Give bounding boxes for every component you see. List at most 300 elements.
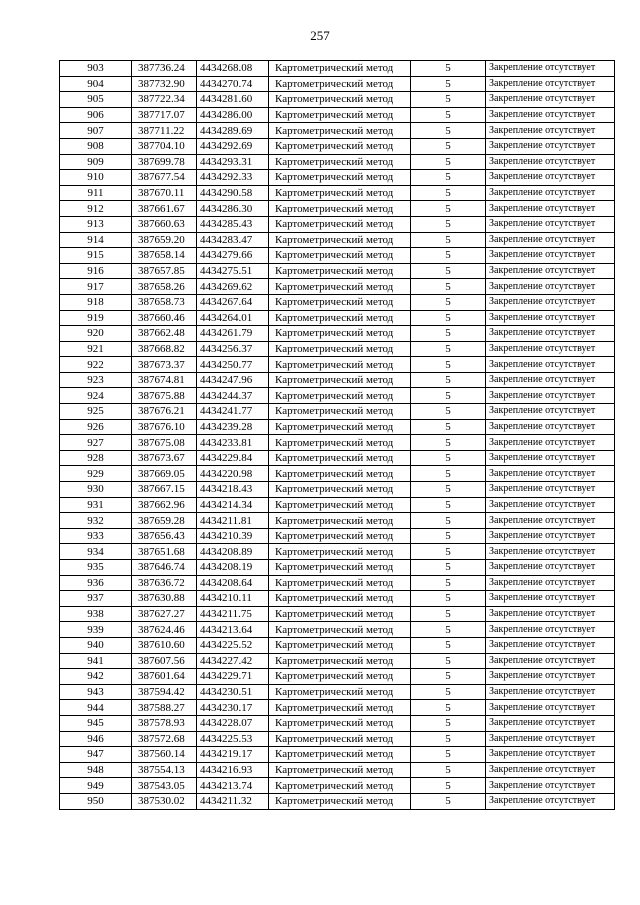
- accuracy-cell: 5: [411, 544, 486, 560]
- accuracy-cell: 5: [411, 170, 486, 186]
- y-coordinate-cell: 4434229.71: [197, 669, 269, 685]
- table-row: [60, 637, 615, 653]
- x-coordinate-cell: 387676.21: [132, 404, 197, 420]
- accuracy-cell: 5: [411, 669, 486, 685]
- y-coordinate-cell: 4434228.07: [197, 715, 269, 731]
- fixation-cell: Закрепление отсутствует: [486, 544, 615, 560]
- point-number-cell: 913: [60, 216, 132, 232]
- x-coordinate-cell: 387736.24: [132, 61, 197, 77]
- accuracy-cell: 5: [411, 560, 486, 576]
- x-coordinate-cell: 387659.20: [132, 232, 197, 248]
- x-coordinate-cell: 387543.05: [132, 778, 197, 794]
- point-number-cell: 917: [60, 279, 132, 295]
- method-cell: Картометрический метод: [269, 637, 411, 653]
- point-number-cell: 936: [60, 575, 132, 591]
- y-coordinate-cell: 4434225.52: [197, 637, 269, 653]
- point-number-cell: 938: [60, 606, 132, 622]
- point-number-cell: 921: [60, 341, 132, 357]
- y-coordinate-cell: 4434270.74: [197, 76, 269, 92]
- method-cell: Картометрический метод: [269, 170, 411, 186]
- x-coordinate-cell: 387676.10: [132, 419, 197, 435]
- fixation-cell: Закрепление отсутствует: [486, 513, 615, 529]
- method-cell: Картометрический метод: [269, 326, 411, 342]
- point-number-cell: 934: [60, 544, 132, 560]
- fixation-cell: Закрепление отсутствует: [486, 92, 615, 108]
- method-cell: Картометрический метод: [269, 154, 411, 170]
- x-coordinate-cell: 387661.67: [132, 201, 197, 217]
- x-coordinate-cell: 387646.74: [132, 560, 197, 576]
- table-row: [60, 248, 615, 264]
- accuracy-cell: 5: [411, 185, 486, 201]
- x-coordinate-cell: 387704.10: [132, 138, 197, 154]
- table-row: [60, 575, 615, 591]
- method-cell: Картометрический метод: [269, 216, 411, 232]
- fixation-cell: Закрепление отсутствует: [486, 450, 615, 466]
- page-number: 257: [310, 28, 330, 43]
- fixation-cell: Закрепление отсутствует: [486, 560, 615, 576]
- method-cell: Картометрический метод: [269, 372, 411, 388]
- x-coordinate-cell: 387722.34: [132, 92, 197, 108]
- coordinates-table: [59, 60, 615, 810]
- point-number-cell: 903: [60, 61, 132, 77]
- x-coordinate-cell: 387651.68: [132, 544, 197, 560]
- accuracy-cell: 5: [411, 107, 486, 123]
- accuracy-cell: 5: [411, 201, 486, 217]
- x-coordinate-cell: 387572.68: [132, 731, 197, 747]
- accuracy-cell: 5: [411, 248, 486, 264]
- y-coordinate-cell: 4434227.42: [197, 653, 269, 669]
- x-coordinate-cell: 387636.72: [132, 575, 197, 591]
- fixation-cell: Закрепление отсутствует: [486, 388, 615, 404]
- x-coordinate-cell: 387530.02: [132, 793, 197, 809]
- method-cell: Картометрический метод: [269, 341, 411, 357]
- accuracy-cell: 5: [411, 357, 486, 373]
- point-number-cell: 920: [60, 326, 132, 342]
- table-row: [60, 544, 615, 560]
- point-number-cell: 944: [60, 700, 132, 716]
- accuracy-cell: 5: [411, 92, 486, 108]
- fixation-cell: Закрепление отсутствует: [486, 482, 615, 498]
- y-coordinate-cell: 4434256.37: [197, 341, 269, 357]
- fixation-cell: Закрепление отсутствует: [486, 404, 615, 420]
- y-coordinate-cell: 4434268.08: [197, 61, 269, 77]
- x-coordinate-cell: 387627.27: [132, 606, 197, 622]
- y-coordinate-cell: 4434225.53: [197, 731, 269, 747]
- point-number-cell: 942: [60, 669, 132, 685]
- table-row: [60, 357, 615, 373]
- fixation-cell: Закрепление отсутствует: [486, 107, 615, 123]
- accuracy-cell: 5: [411, 482, 486, 498]
- method-cell: Картометрический метод: [269, 185, 411, 201]
- table-row: [60, 294, 615, 310]
- table-row: [60, 793, 615, 809]
- point-number-cell: 927: [60, 435, 132, 451]
- table-row: [60, 279, 615, 295]
- fixation-cell: Закрепление отсутствует: [486, 435, 615, 451]
- table-row: [60, 404, 615, 420]
- method-cell: Картометрический метод: [269, 606, 411, 622]
- y-coordinate-cell: 4434233.81: [197, 435, 269, 451]
- point-number-cell: 914: [60, 232, 132, 248]
- point-number-cell: 933: [60, 528, 132, 544]
- table-row: [60, 669, 615, 685]
- x-coordinate-cell: 387554.13: [132, 762, 197, 778]
- accuracy-cell: 5: [411, 606, 486, 622]
- method-cell: Картометрический метод: [269, 544, 411, 560]
- y-coordinate-cell: 4434279.66: [197, 248, 269, 264]
- point-number-cell: 919: [60, 310, 132, 326]
- fixation-cell: Закрепление отсутствует: [486, 279, 615, 295]
- x-coordinate-cell: 387658.73: [132, 294, 197, 310]
- accuracy-cell: 5: [411, 216, 486, 232]
- y-coordinate-cell: 4434218.43: [197, 482, 269, 498]
- x-coordinate-cell: 387660.46: [132, 310, 197, 326]
- fixation-cell: Закрепление отсутствует: [486, 684, 615, 700]
- accuracy-cell: 5: [411, 61, 486, 77]
- method-cell: Картометрический метод: [269, 653, 411, 669]
- point-number-cell: 926: [60, 419, 132, 435]
- x-coordinate-cell: 387659.28: [132, 513, 197, 529]
- table-body: [60, 61, 615, 810]
- x-coordinate-cell: 387699.78: [132, 154, 197, 170]
- fixation-cell: Закрепление отсутствует: [486, 310, 615, 326]
- method-cell: Картометрический метод: [269, 76, 411, 92]
- y-coordinate-cell: 4434290.58: [197, 185, 269, 201]
- fixation-cell: Закрепление отсутствует: [486, 201, 615, 217]
- method-cell: Картометрический метод: [269, 232, 411, 248]
- method-cell: Картометрический метод: [269, 107, 411, 123]
- y-coordinate-cell: 4434247.96: [197, 372, 269, 388]
- x-coordinate-cell: 387594.42: [132, 684, 197, 700]
- table-row: [60, 123, 615, 139]
- method-cell: Картометрический метод: [269, 731, 411, 747]
- fixation-cell: Закрепление отсутствует: [486, 762, 615, 778]
- accuracy-cell: 5: [411, 419, 486, 435]
- x-coordinate-cell: 387675.08: [132, 435, 197, 451]
- x-coordinate-cell: 387610.60: [132, 637, 197, 653]
- y-coordinate-cell: 4434241.77: [197, 404, 269, 420]
- table-row: [60, 341, 615, 357]
- y-coordinate-cell: 4434286.00: [197, 107, 269, 123]
- x-coordinate-cell: 387660.63: [132, 216, 197, 232]
- table-row: [60, 138, 615, 154]
- x-coordinate-cell: 387675.88: [132, 388, 197, 404]
- accuracy-cell: 5: [411, 762, 486, 778]
- accuracy-cell: 5: [411, 747, 486, 763]
- table-row: [60, 201, 615, 217]
- y-coordinate-cell: 4434283.47: [197, 232, 269, 248]
- x-coordinate-cell: 387658.14: [132, 248, 197, 264]
- y-coordinate-cell: 4434211.32: [197, 793, 269, 809]
- method-cell: Картометрический метод: [269, 92, 411, 108]
- y-coordinate-cell: 4434269.62: [197, 279, 269, 295]
- y-coordinate-cell: 4434292.33: [197, 170, 269, 186]
- fixation-cell: Закрепление отсутствует: [486, 294, 615, 310]
- fixation-cell: Закрепление отсутствует: [486, 123, 615, 139]
- y-coordinate-cell: 4434230.51: [197, 684, 269, 700]
- y-coordinate-cell: 4434211.81: [197, 513, 269, 529]
- point-number-cell: 911: [60, 185, 132, 201]
- method-cell: Картометрический метод: [269, 793, 411, 809]
- accuracy-cell: 5: [411, 372, 486, 388]
- table-row: [60, 591, 615, 607]
- table-row: [60, 762, 615, 778]
- point-number-cell: 910: [60, 170, 132, 186]
- x-coordinate-cell: 387662.48: [132, 326, 197, 342]
- accuracy-cell: 5: [411, 715, 486, 731]
- y-coordinate-cell: 4434267.64: [197, 294, 269, 310]
- method-cell: Картометрический метод: [269, 466, 411, 482]
- accuracy-cell: 5: [411, 622, 486, 638]
- accuracy-cell: 5: [411, 778, 486, 794]
- method-cell: Картометрический метод: [269, 248, 411, 264]
- table-row: [60, 747, 615, 763]
- method-cell: Картометрический метод: [269, 715, 411, 731]
- fixation-cell: Закрепление отсутствует: [486, 419, 615, 435]
- accuracy-cell: 5: [411, 123, 486, 139]
- accuracy-cell: 5: [411, 450, 486, 466]
- point-number-cell: 909: [60, 154, 132, 170]
- method-cell: Картометрический метод: [269, 450, 411, 466]
- y-coordinate-cell: 4434210.11: [197, 591, 269, 607]
- fixation-cell: Закрепление отсутствует: [486, 138, 615, 154]
- accuracy-cell: 5: [411, 653, 486, 669]
- method-cell: Картометрический метод: [269, 560, 411, 576]
- y-coordinate-cell: 4434213.64: [197, 622, 269, 638]
- y-coordinate-cell: 4434281.60: [197, 92, 269, 108]
- accuracy-cell: 5: [411, 279, 486, 295]
- method-cell: Картометрический метод: [269, 778, 411, 794]
- y-coordinate-cell: 4434275.51: [197, 263, 269, 279]
- accuracy-cell: 5: [411, 591, 486, 607]
- table-row: [60, 606, 615, 622]
- x-coordinate-cell: 387670.11: [132, 185, 197, 201]
- method-cell: Картометрический метод: [269, 513, 411, 529]
- method-cell: Картометрический метод: [269, 591, 411, 607]
- method-cell: Картометрический метод: [269, 201, 411, 217]
- accuracy-cell: 5: [411, 700, 486, 716]
- table-row: [60, 92, 615, 108]
- table-row: [60, 185, 615, 201]
- method-cell: Картометрический метод: [269, 528, 411, 544]
- y-coordinate-cell: 4434214.34: [197, 497, 269, 513]
- method-cell: Картометрический метод: [269, 700, 411, 716]
- table-row: [60, 700, 615, 716]
- accuracy-cell: 5: [411, 310, 486, 326]
- y-coordinate-cell: 4434219.17: [197, 747, 269, 763]
- point-number-cell: 946: [60, 731, 132, 747]
- y-coordinate-cell: 4434213.74: [197, 778, 269, 794]
- x-coordinate-cell: 387607.56: [132, 653, 197, 669]
- method-cell: Картометрический метод: [269, 404, 411, 420]
- x-coordinate-cell: 387717.07: [132, 107, 197, 123]
- y-coordinate-cell: 4434250.77: [197, 357, 269, 373]
- x-coordinate-cell: 387674.81: [132, 372, 197, 388]
- y-coordinate-cell: 4434208.64: [197, 575, 269, 591]
- accuracy-cell: 5: [411, 263, 486, 279]
- method-cell: Картометрический метод: [269, 762, 411, 778]
- accuracy-cell: 5: [411, 528, 486, 544]
- fixation-cell: Закрепление отсутствует: [486, 700, 615, 716]
- table-row: [60, 715, 615, 731]
- y-coordinate-cell: 4434208.89: [197, 544, 269, 560]
- table-row: [60, 653, 615, 669]
- table-row: [60, 388, 615, 404]
- fixation-cell: Закрепление отсутствует: [486, 622, 615, 638]
- x-coordinate-cell: 387732.90: [132, 76, 197, 92]
- point-number-cell: 935: [60, 560, 132, 576]
- point-number-cell: 941: [60, 653, 132, 669]
- point-number-cell: 947: [60, 747, 132, 763]
- point-number-cell: 906: [60, 107, 132, 123]
- fixation-cell: Закрепление отсутствует: [486, 637, 615, 653]
- fixation-cell: Закрепление отсутствует: [486, 793, 615, 809]
- y-coordinate-cell: 4434244.37: [197, 388, 269, 404]
- table-row: [60, 154, 615, 170]
- fixation-cell: Закрепление отсутствует: [486, 185, 615, 201]
- method-cell: Картометрический метод: [269, 357, 411, 373]
- table-row: [60, 326, 615, 342]
- x-coordinate-cell: 387667.15: [132, 482, 197, 498]
- method-cell: Картометрический метод: [269, 61, 411, 77]
- table-row: [60, 466, 615, 482]
- x-coordinate-cell: 387662.96: [132, 497, 197, 513]
- method-cell: Картометрический метод: [269, 294, 411, 310]
- table-row: [60, 778, 615, 794]
- fixation-cell: Закрепление отсутствует: [486, 326, 615, 342]
- method-cell: Картометрический метод: [269, 310, 411, 326]
- x-coordinate-cell: 387588.27: [132, 700, 197, 716]
- fixation-cell: Закрепление отсутствует: [486, 76, 615, 92]
- method-cell: Картометрический метод: [269, 669, 411, 685]
- accuracy-cell: 5: [411, 388, 486, 404]
- accuracy-cell: 5: [411, 294, 486, 310]
- point-number-cell: 931: [60, 497, 132, 513]
- method-cell: Картометрический метод: [269, 575, 411, 591]
- x-coordinate-cell: 387601.64: [132, 669, 197, 685]
- y-coordinate-cell: 4434230.17: [197, 700, 269, 716]
- point-number-cell: 905: [60, 92, 132, 108]
- table-row: [60, 310, 615, 326]
- accuracy-cell: 5: [411, 138, 486, 154]
- x-coordinate-cell: 387630.88: [132, 591, 197, 607]
- accuracy-cell: 5: [411, 435, 486, 451]
- x-coordinate-cell: 387673.67: [132, 450, 197, 466]
- table-row: [60, 435, 615, 451]
- method-cell: Картометрический метод: [269, 482, 411, 498]
- fixation-cell: Закрепление отсутствует: [486, 653, 615, 669]
- fixation-cell: Закрепление отсутствует: [486, 216, 615, 232]
- y-coordinate-cell: 4434220.98: [197, 466, 269, 482]
- table-row: [60, 622, 615, 638]
- y-coordinate-cell: 4434286.30: [197, 201, 269, 217]
- table-row: [60, 497, 615, 513]
- table-row: [60, 513, 615, 529]
- y-coordinate-cell: 4434216.93: [197, 762, 269, 778]
- x-coordinate-cell: 387560.14: [132, 747, 197, 763]
- point-number-cell: 922: [60, 357, 132, 373]
- method-cell: Картометрический метод: [269, 263, 411, 279]
- table-row: [60, 372, 615, 388]
- method-cell: Картометрический метод: [269, 622, 411, 638]
- table-row: [60, 61, 615, 77]
- x-coordinate-cell: 387677.54: [132, 170, 197, 186]
- point-number-cell: 916: [60, 263, 132, 279]
- method-cell: Картометрический метод: [269, 497, 411, 513]
- accuracy-cell: 5: [411, 497, 486, 513]
- y-coordinate-cell: 4434293.31: [197, 154, 269, 170]
- accuracy-cell: 5: [411, 731, 486, 747]
- x-coordinate-cell: 387673.37: [132, 357, 197, 373]
- fixation-cell: Закрепление отсутствует: [486, 341, 615, 357]
- method-cell: Картометрический метод: [269, 747, 411, 763]
- fixation-cell: Закрепление отсутствует: [486, 747, 615, 763]
- fixation-cell: Закрепление отсутствует: [486, 263, 615, 279]
- fixation-cell: Закрепление отсутствует: [486, 575, 615, 591]
- table-row: [60, 684, 615, 700]
- point-number-cell: 924: [60, 388, 132, 404]
- y-coordinate-cell: 4434210.39: [197, 528, 269, 544]
- fixation-cell: Закрепление отсутствует: [486, 154, 615, 170]
- point-number-cell: 937: [60, 591, 132, 607]
- y-coordinate-cell: 4434289.69: [197, 123, 269, 139]
- accuracy-cell: 5: [411, 232, 486, 248]
- y-coordinate-cell: 4434261.79: [197, 326, 269, 342]
- method-cell: Картометрический метод: [269, 435, 411, 451]
- method-cell: Картометрический метод: [269, 684, 411, 700]
- fixation-cell: Закрепление отсутствует: [486, 778, 615, 794]
- accuracy-cell: 5: [411, 466, 486, 482]
- table-row: [60, 263, 615, 279]
- method-cell: Картометрический метод: [269, 388, 411, 404]
- accuracy-cell: 5: [411, 575, 486, 591]
- method-cell: Картометрический метод: [269, 123, 411, 139]
- point-number-cell: 929: [60, 466, 132, 482]
- point-number-cell: 948: [60, 762, 132, 778]
- table-row: [60, 731, 615, 747]
- point-number-cell: 939: [60, 622, 132, 638]
- method-cell: Картометрический метод: [269, 138, 411, 154]
- fixation-cell: Закрепление отсутствует: [486, 232, 615, 248]
- table-row: [60, 419, 615, 435]
- accuracy-cell: 5: [411, 76, 486, 92]
- accuracy-cell: 5: [411, 513, 486, 529]
- accuracy-cell: 5: [411, 326, 486, 342]
- point-number-cell: 950: [60, 793, 132, 809]
- y-coordinate-cell: 4434292.69: [197, 138, 269, 154]
- point-number-cell: 915: [60, 248, 132, 264]
- fixation-cell: Закрепление отсутствует: [486, 170, 615, 186]
- fixation-cell: Закрепление отсутствует: [486, 669, 615, 685]
- point-number-cell: 940: [60, 637, 132, 653]
- fixation-cell: Закрепление отсутствует: [486, 497, 615, 513]
- fixation-cell: Закрепление отсутствует: [486, 715, 615, 731]
- accuracy-cell: 5: [411, 637, 486, 653]
- method-cell: Картометрический метод: [269, 279, 411, 295]
- method-cell: Картометрический метод: [269, 419, 411, 435]
- fixation-cell: Закрепление отсутствует: [486, 357, 615, 373]
- fixation-cell: Закрепление отсутствует: [486, 466, 615, 482]
- fixation-cell: Закрепление отсутствует: [486, 731, 615, 747]
- point-number-cell: 918: [60, 294, 132, 310]
- point-number-cell: 908: [60, 138, 132, 154]
- accuracy-cell: 5: [411, 154, 486, 170]
- accuracy-cell: 5: [411, 404, 486, 420]
- table-row: [60, 216, 615, 232]
- x-coordinate-cell: 387668.82: [132, 341, 197, 357]
- accuracy-cell: 5: [411, 341, 486, 357]
- table-row: [60, 450, 615, 466]
